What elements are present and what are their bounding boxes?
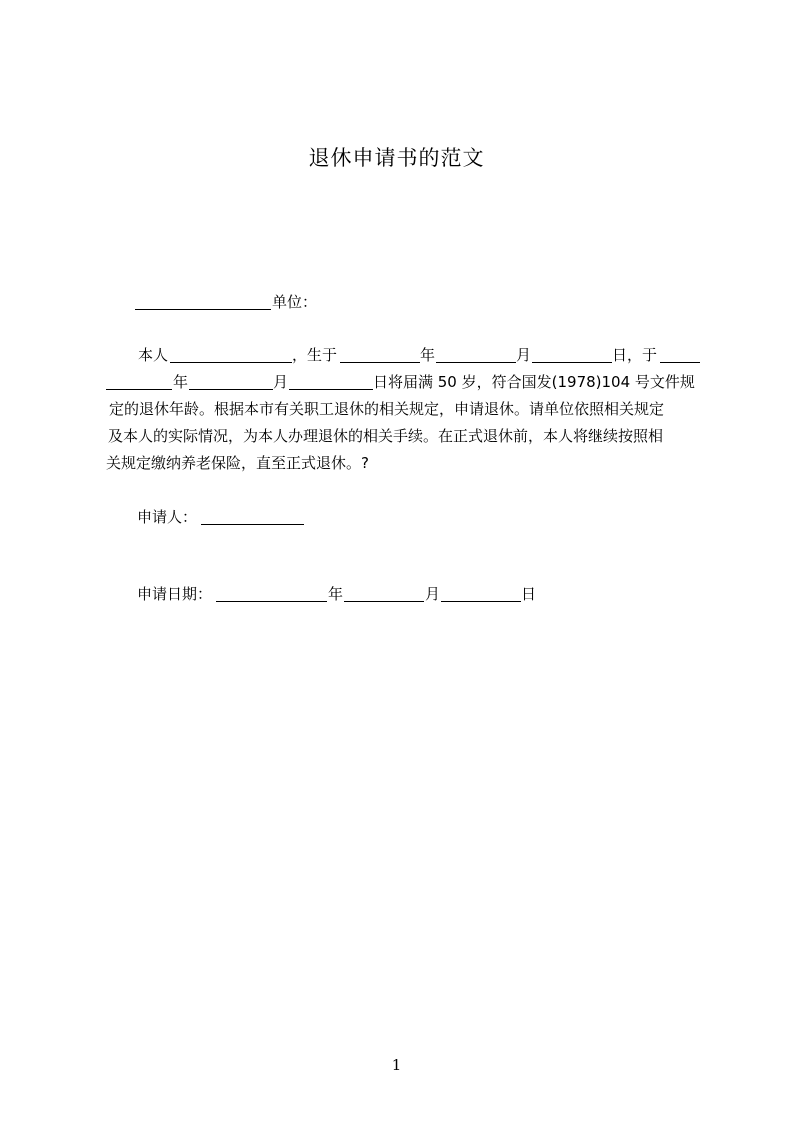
body-text: 月 — [273, 373, 289, 391]
body-text: 及本人的实际情况，为本人办理退休的相关手续。在正式退休前，本人将继续按照相 — [108, 427, 664, 445]
date-month-label: 月 — [425, 585, 441, 603]
birth-day-blank — [532, 343, 612, 363]
date-day-blank — [441, 582, 521, 602]
retire-day-blank — [289, 370, 373, 390]
applicant-label: 申请人： — [137, 508, 198, 526]
date-day-label: 日 — [521, 585, 537, 603]
body-text: 年 — [173, 373, 189, 391]
name-blank — [170, 343, 292, 363]
body-text: 定的退休年龄。根据本市有关职工退休的相关规定，申请退休。请单位依照相关规定 — [109, 400, 665, 418]
date-label: 申请日期： — [137, 585, 213, 603]
body-text: 年 — [420, 346, 436, 364]
body-text: 月 — [516, 346, 532, 364]
retire-year-blank-cont — [106, 370, 172, 390]
page-number: 1 — [391, 1056, 402, 1074]
body-text: 日，于 — [612, 346, 658, 364]
body-text: ，生于 — [292, 346, 338, 364]
application-date-line — [0, 582, 793, 798]
birth-year-blank — [340, 343, 420, 363]
unit-blank — [135, 290, 271, 310]
applicant-blank — [201, 505, 304, 525]
body-text: 关规定缴纳养老保险，直至正式退休。? — [106, 454, 369, 472]
date-year-label: 年 — [328, 585, 344, 603]
retire-month-blank — [189, 370, 273, 390]
date-month-blank — [344, 582, 424, 602]
document-title: 退休申请书的范文 — [308, 146, 485, 170]
retire-year-blank — [660, 343, 700, 363]
body-text: 日将届满 50 岁，符合国发(1978)104 号文件规 — [373, 373, 695, 391]
birth-month-blank — [436, 343, 516, 363]
date-year-blank — [216, 582, 327, 602]
unit-label: 单位： — [272, 293, 318, 311]
body-text: 本人 — [138, 346, 169, 364]
